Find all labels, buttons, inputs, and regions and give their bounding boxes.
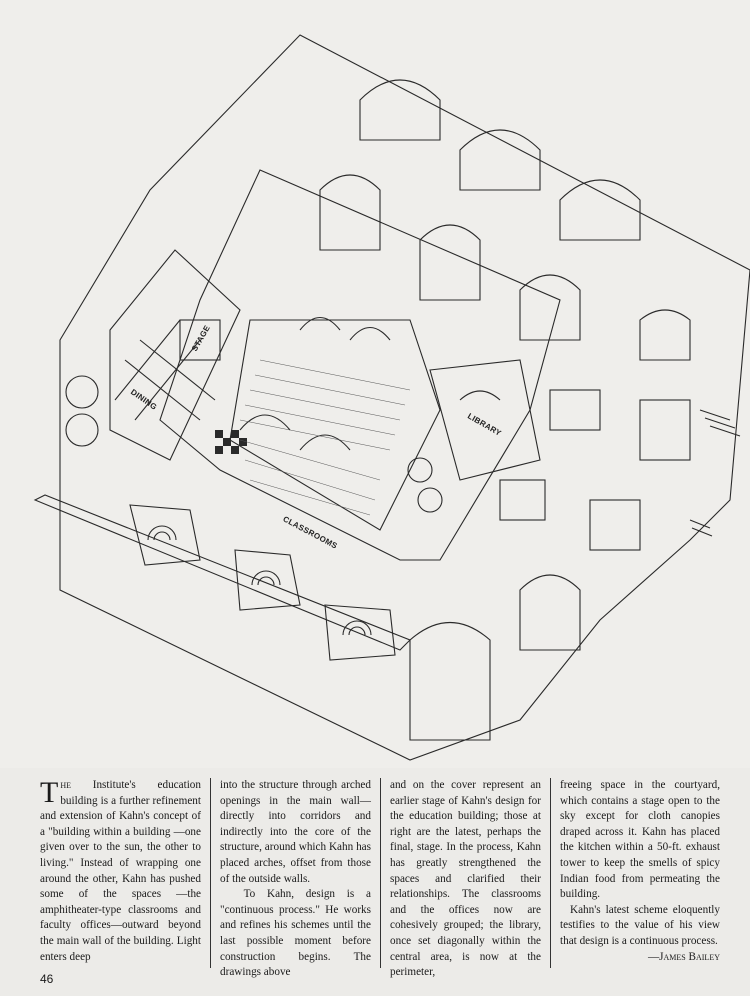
article-column-4 [550, 778, 720, 968]
plan-label-library: LIBRARY [466, 411, 503, 438]
column-2-text-a: into the structure through arched openings in the main wall— directly into corridors and indirectly into the core of the structure, around which Kahn has placed arches, offset from those of the outside walls. [220, 779, 371, 885]
classroom-3 [325, 605, 395, 660]
top-vaults [360, 80, 640, 240]
byline: —James Bailey [647, 950, 720, 963]
plan-label-dining: DINING [129, 387, 159, 412]
courtyard-paving [240, 360, 410, 515]
article-column-3 [380, 778, 550, 979]
plan-label-stage: STAGE [189, 323, 212, 353]
article-column-1 [40, 778, 210, 968]
column-4-text-b: Kahn's latest scheme eloquently testifies to the value of his view that design is a continuous process. [560, 903, 721, 947]
column-2-text-b: To Kahn, design is a "continuous process." He works and refines his schemes until the last possible moment before construction begins. The drawings above [220, 888, 371, 979]
drop-cap: T [40, 776, 59, 809]
lead-in: he [60, 779, 71, 791]
outer-building-outline [60, 35, 750, 760]
classroom-1 [130, 505, 200, 565]
column-1-text: Institute's education building is a further refinement and extension of Kahn's concept of a "building within a building —one given over to the sun, the other to living." Instead of wrapping one around the other, Kahn has pushed some of the spaces —the amphitheater-type classrooms and faculty offices—outward beyond the main wall of the building. Light enters deep [40, 779, 201, 963]
classroom-2 [235, 550, 300, 610]
site-walkway [35, 495, 410, 650]
plan-label-classrooms: CLASSROOMS [281, 514, 339, 551]
column-3-text: and on the cover represent an earlier stage of Kahn's design for the education building; those at right are the latest, perhaps the final, stage. In the process, Kahn has greatly strengthened the spaces and clarified their relationships. The classrooms and the offices now are cohesively grouped; the library, once set diagonally within the central area, is now at the perimeter, [390, 779, 541, 979]
column-4-text-a: freeing space in the courtyard, which contains a stage open to the sky except for cloth canopies draped across it. Kahn has placed the kitchen within a 50-ft. exhaust tower to keep the smells of spicy Indian food from permeating the building. [560, 779, 720, 901]
article-column-2 [210, 778, 380, 979]
courtyard [230, 320, 440, 530]
page-number: 46 [40, 972, 54, 986]
